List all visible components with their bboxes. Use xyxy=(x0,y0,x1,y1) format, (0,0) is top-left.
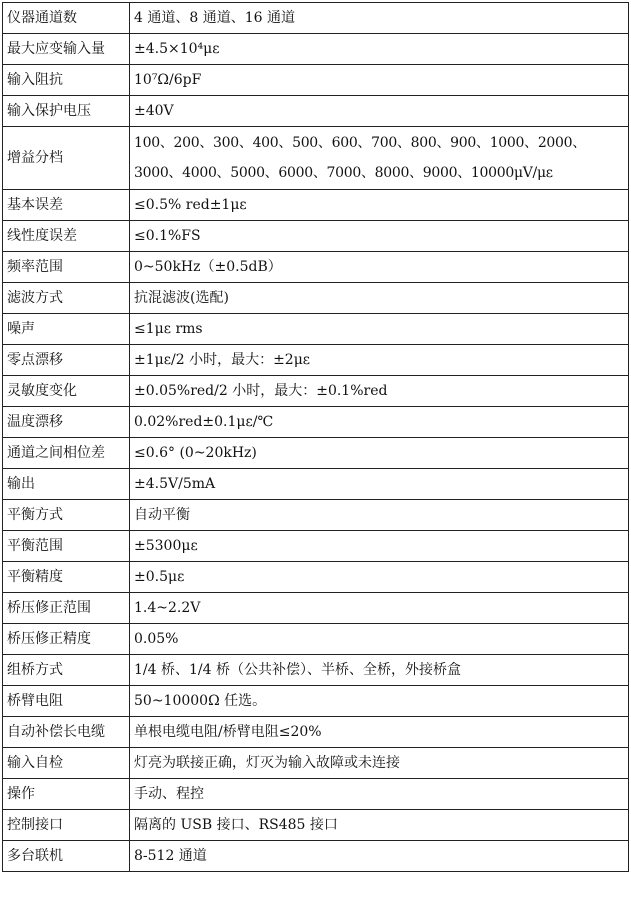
table-row xyxy=(3,127,629,190)
parameter-name: 温度漂移 xyxy=(3,407,130,438)
table-row xyxy=(3,779,629,810)
parameter-value: 0~50kHz（±0.5dB） xyxy=(130,252,629,283)
table-row xyxy=(3,531,629,562)
parameter-name: 平衡方式 xyxy=(3,500,130,531)
parameter-value: ≤0.5% red±1με xyxy=(130,190,629,221)
parameter-value: ≤0.6° (0~20kHz) xyxy=(130,438,629,469)
table-row xyxy=(3,717,629,748)
table-row xyxy=(3,283,629,314)
parameter-value: ≤1με rms xyxy=(130,314,629,345)
parameter-name: 滤波方式 xyxy=(3,283,130,314)
parameter-value: ±1με/2 小时，最大：±2με xyxy=(130,345,629,376)
parameter-name: 仪器通道数 xyxy=(3,3,130,34)
table-row xyxy=(3,376,629,407)
table-row xyxy=(3,469,629,500)
parameter-value: 50~10000Ω 任选。 xyxy=(130,686,629,717)
parameter-value: 0.02%red±0.1με/℃ xyxy=(130,407,629,438)
spec-table xyxy=(2,2,629,872)
parameter-name: 基本误差 xyxy=(3,190,130,221)
parameter-name: 噪声 xyxy=(3,314,130,345)
parameter-value: ±5300με xyxy=(130,531,629,562)
parameter-value: 单根电缆电阻/桥臂电阻≤20% xyxy=(130,717,629,748)
table-row xyxy=(3,748,629,779)
parameter-value: 手动、程控 xyxy=(130,779,629,810)
parameter-value: 0.05% xyxy=(130,624,629,655)
parameter-value: 灯亮为联接正确，灯灭为输入故障或未连接 xyxy=(130,748,629,779)
parameter-value: 抗混滤波(选配) xyxy=(130,283,629,314)
parameter-value: ±0.05%red/2 小时，最大：±0.1%red xyxy=(130,376,629,407)
parameter-name: 输出 xyxy=(3,469,130,500)
table-row xyxy=(3,624,629,655)
parameter-name: 平衡精度 xyxy=(3,562,130,593)
spec-table-body xyxy=(3,3,629,872)
parameter-name: 通道之间相位差 xyxy=(3,438,130,469)
parameter-name: 最大应变输入量 xyxy=(3,34,130,65)
table-row xyxy=(3,3,629,34)
table-row xyxy=(3,438,629,469)
parameter-name: 组桥方式 xyxy=(3,655,130,686)
table-row xyxy=(3,34,629,65)
parameter-value: ±40V xyxy=(130,96,629,127)
parameter-value: ±4.5×10⁴με xyxy=(130,34,629,65)
table-row xyxy=(3,593,629,624)
parameter-name: 桥压修正精度 xyxy=(3,624,130,655)
parameter-name: 增益分档 xyxy=(3,127,130,190)
table-row xyxy=(3,686,629,717)
parameter-value: 4 通道、8 通道、16 通道 xyxy=(130,3,629,34)
parameter-name: 频率范围 xyxy=(3,252,130,283)
parameter-value: ±0.5με xyxy=(130,562,629,593)
parameter-name: 输入自检 xyxy=(3,748,130,779)
parameter-value: 10⁷Ω/6pF xyxy=(130,65,629,96)
parameter-value: 1/4 桥、1/4 桥（公共补偿）、半桥、全桥，外接桥盒 xyxy=(130,655,629,686)
parameter-value: 隔离的 USB 接口、RS485 接口 xyxy=(130,810,629,841)
table-row xyxy=(3,252,629,283)
parameter-name: 控制接口 xyxy=(3,810,130,841)
parameter-value: 8-512 通道 xyxy=(130,841,629,872)
table-row xyxy=(3,221,629,252)
parameter-value: 自动平衡 xyxy=(130,500,629,531)
table-row xyxy=(3,314,629,345)
table-row xyxy=(3,190,629,221)
table-row xyxy=(3,655,629,686)
parameter-name: 输入阻抗 xyxy=(3,65,130,96)
parameter-name: 桥压修正范围 xyxy=(3,593,130,624)
table-row xyxy=(3,562,629,593)
table-row xyxy=(3,810,629,841)
parameter-name: 平衡范围 xyxy=(3,531,130,562)
parameter-name: 零点漂移 xyxy=(3,345,130,376)
table-row xyxy=(3,96,629,127)
parameter-name: 桥臂电阻 xyxy=(3,686,130,717)
parameter-name: 多台联机 xyxy=(3,841,130,872)
table-row xyxy=(3,841,629,872)
parameter-name: 灵敏度变化 xyxy=(3,376,130,407)
table-row xyxy=(3,345,629,376)
parameter-name: 操作 xyxy=(3,779,130,810)
table-row xyxy=(3,407,629,438)
table-row xyxy=(3,65,629,96)
parameter-value: 100、200、300、400、500、600、700、800、900、1000、2000、3000、4000、5000、6000、7000、8000、9000、10000μV/με xyxy=(130,127,629,190)
parameter-value: ±4.5V/5mA xyxy=(130,469,629,500)
parameter-value: 1.4~2.2V xyxy=(130,593,629,624)
parameter-value: ≤0.1%FS xyxy=(130,221,629,252)
parameter-name: 输入保护电压 xyxy=(3,96,130,127)
parameter-name: 线性度误差 xyxy=(3,221,130,252)
table-row xyxy=(3,500,629,531)
parameter-name: 自动补偿长电缆 xyxy=(3,717,130,748)
